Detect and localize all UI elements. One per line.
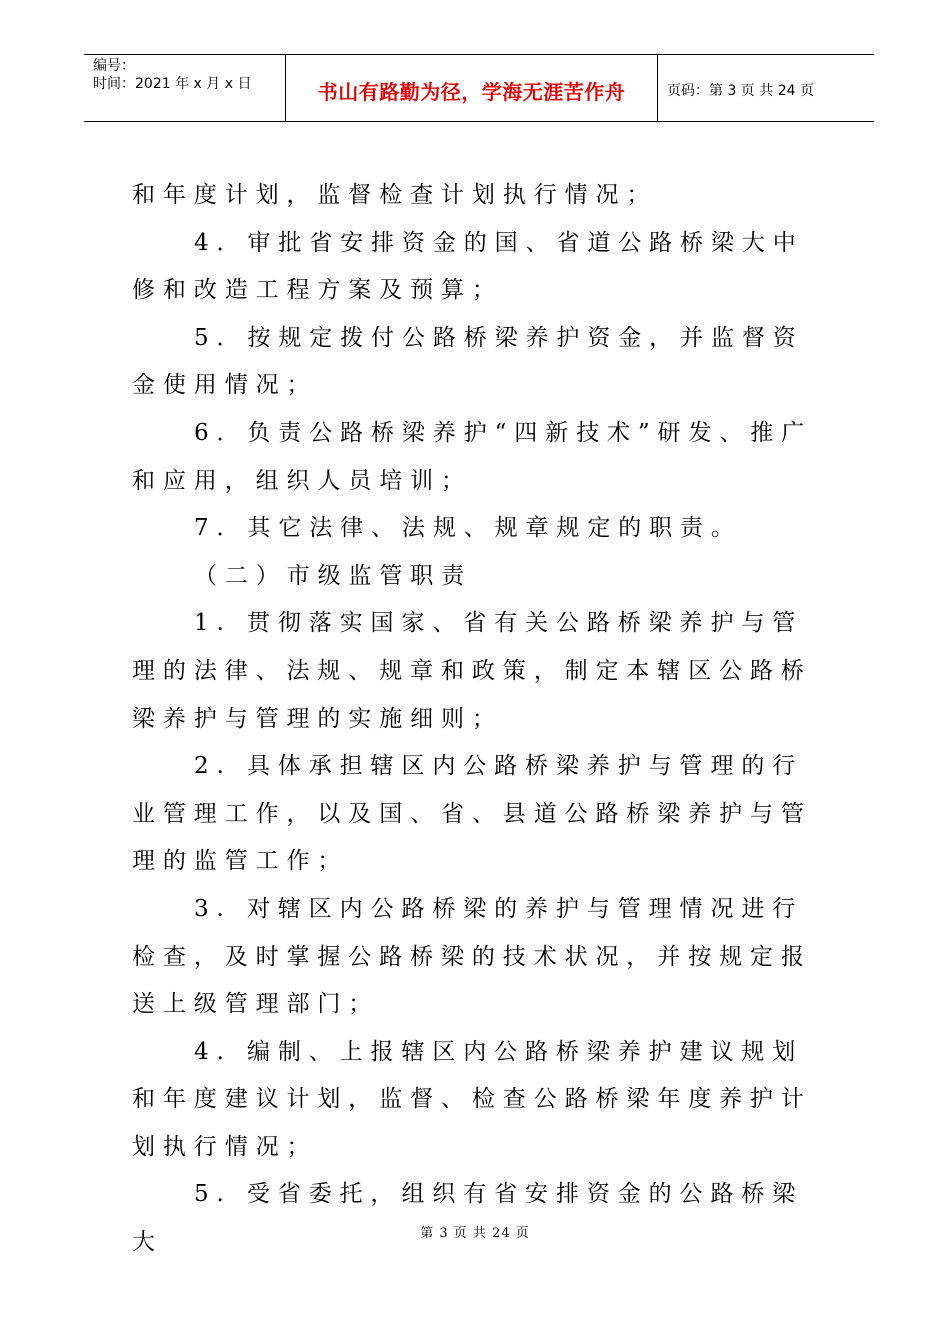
paragraph: 6．负责公路桥梁养护“四新技术”研发、推广和应用，组织人员培训； xyxy=(132,419,813,494)
paragraph: 5．按规定拨付公路桥梁养护资金，并监督资金使用情况； xyxy=(132,324,804,399)
paragraph: 4. 编制、上报辖区内公路桥梁养护建议规划和年度建议计划，监督、检查公路桥梁年度养护计划执行情况； xyxy=(132,1038,812,1160)
document-body xyxy=(132,172,832,1267)
section-heading: （二）市级监管职责 xyxy=(194,562,473,589)
code-label: 编号： xyxy=(93,58,135,74)
paragraph: 3. 对辖区内公路桥梁的养护与管理情况进行检查，及时掌握公路桥梁的技术状况，并按规定报送上级管理部门； xyxy=(132,895,812,1018)
header-motto: 书山有路勤为径，学海无涯苦作舟 xyxy=(286,55,658,121)
paragraph: 4．审批省安排资金的国、省道公路桥梁大中修和改造工程方案及预算； xyxy=(132,229,804,304)
paragraph: 5. 受省委托，组织有省安排资金的公路桥梁大 xyxy=(132,1181,804,1256)
paragraph: 2. 具体承担辖区内公路桥梁养护与管理的行业管理工作，以及国、省、县道公路桥梁养护与管理的监管工作； xyxy=(132,753,812,875)
time-label: 时间：2021 年 x 月 x 日 xyxy=(93,76,252,92)
header-page-label: 页码：第 3 页 共 24 页 xyxy=(667,83,814,99)
paragraph: 7．其它法律、法规、规章规定的职责。 xyxy=(194,515,742,542)
page-footer: 第 3 页 共 24 页 xyxy=(420,1226,530,1241)
paragraph: 1. 贯彻落实国家、省有关公路桥梁养护与管理的法律、法规、规章和政策，制定本辖区公路桥梁养护与管理的实施细则； xyxy=(132,610,812,732)
paragraph: 和年度计划，监督检查计划执行情况； xyxy=(132,182,658,208)
document-header xyxy=(84,54,874,122)
header-meta xyxy=(84,55,286,121)
